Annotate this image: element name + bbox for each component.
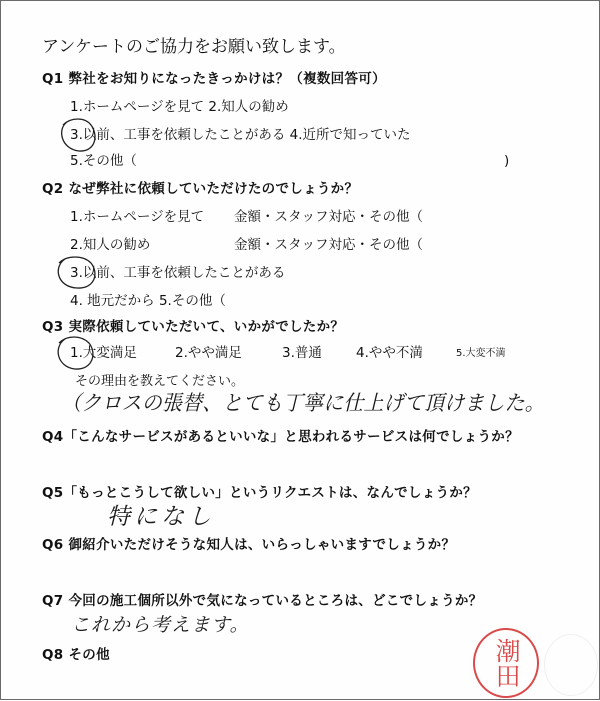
q3-option-3: 3.普通	[282, 345, 322, 361]
seal-text: 潮田	[492, 638, 522, 688]
q2-answer-circle	[58, 257, 95, 288]
q3-option-5: 5.大変不満	[456, 348, 506, 359]
answer-circles	[1, 1, 600, 701]
q3-option-2: 2.やや満足	[175, 345, 242, 361]
survey-title: アンケートのご協力をお願い致します。	[42, 37, 346, 57]
q3-reason-prompt: その理由を教えてください。	[75, 374, 245, 389]
q3-option-1: 1.大変満足	[70, 345, 137, 361]
name-seal	[473, 628, 539, 698]
q2-option-3: 3.以前、工事を依頼したことがある	[70, 265, 286, 281]
q6-question: Q6 御紹介いただけそうな知人は、いらっしゃいますでしょうか？	[42, 537, 456, 553]
q2-option-2: 2.知人の勧め	[70, 237, 151, 253]
q1-answer-circle	[62, 119, 95, 151]
q1-options-row2: 3.以前、工事を依頼したことがある 4.近所で知っていた	[70, 127, 411, 143]
q3-option-4: 4.やや不満	[356, 345, 423, 361]
q7-handwritten-answer: これから考えます。	[71, 614, 250, 636]
q2-option-1: 1.ホームページを見て	[70, 209, 205, 225]
q1-options-row1: 1.ホームページを見て 2.知人の勧め	[70, 99, 289, 115]
q1-other-close-paren: )	[504, 153, 510, 169]
q2-option-2-detail: 金額・スタッフ対応・その他（	[234, 237, 423, 253]
q2-option-4-5: 4. 地元だから 5.その他（	[70, 293, 226, 309]
q1-options-row3: 5.その他（	[70, 153, 137, 169]
q5-question: Q5「もっとこうして欲しい」というリクエストは、なんでしょうか？	[42, 485, 477, 501]
q7-question: Q7 今回の施工個所以外で気になっているところは、どこでしょうか？	[42, 593, 483, 609]
q3-answer-circle	[58, 337, 93, 369]
q4-question: Q4「こんなサービスがあるといいな」と思われるサービスは何でしょうか？	[42, 429, 519, 445]
q3-question: Q3 実際依頼していただいて、いかがでしたか？	[42, 319, 345, 335]
faint-stamp	[544, 634, 598, 696]
q1-question: Q1 弊社をお知りになったきっかけは？（複数回答可）	[42, 71, 386, 87]
q3-handwritten-answer: （クロスの張替、とても丁寧に仕上げて頂けました。	[61, 391, 545, 415]
q5-handwritten-answer: 特になし	[107, 504, 215, 530]
q2-option-1-detail: 金額・スタッフ対応・その他（	[234, 209, 423, 225]
q2-question: Q2 なぜ弊社に依頼していただけたのでしょうか？	[42, 181, 359, 197]
q8-question: Q8 その他	[42, 647, 110, 663]
